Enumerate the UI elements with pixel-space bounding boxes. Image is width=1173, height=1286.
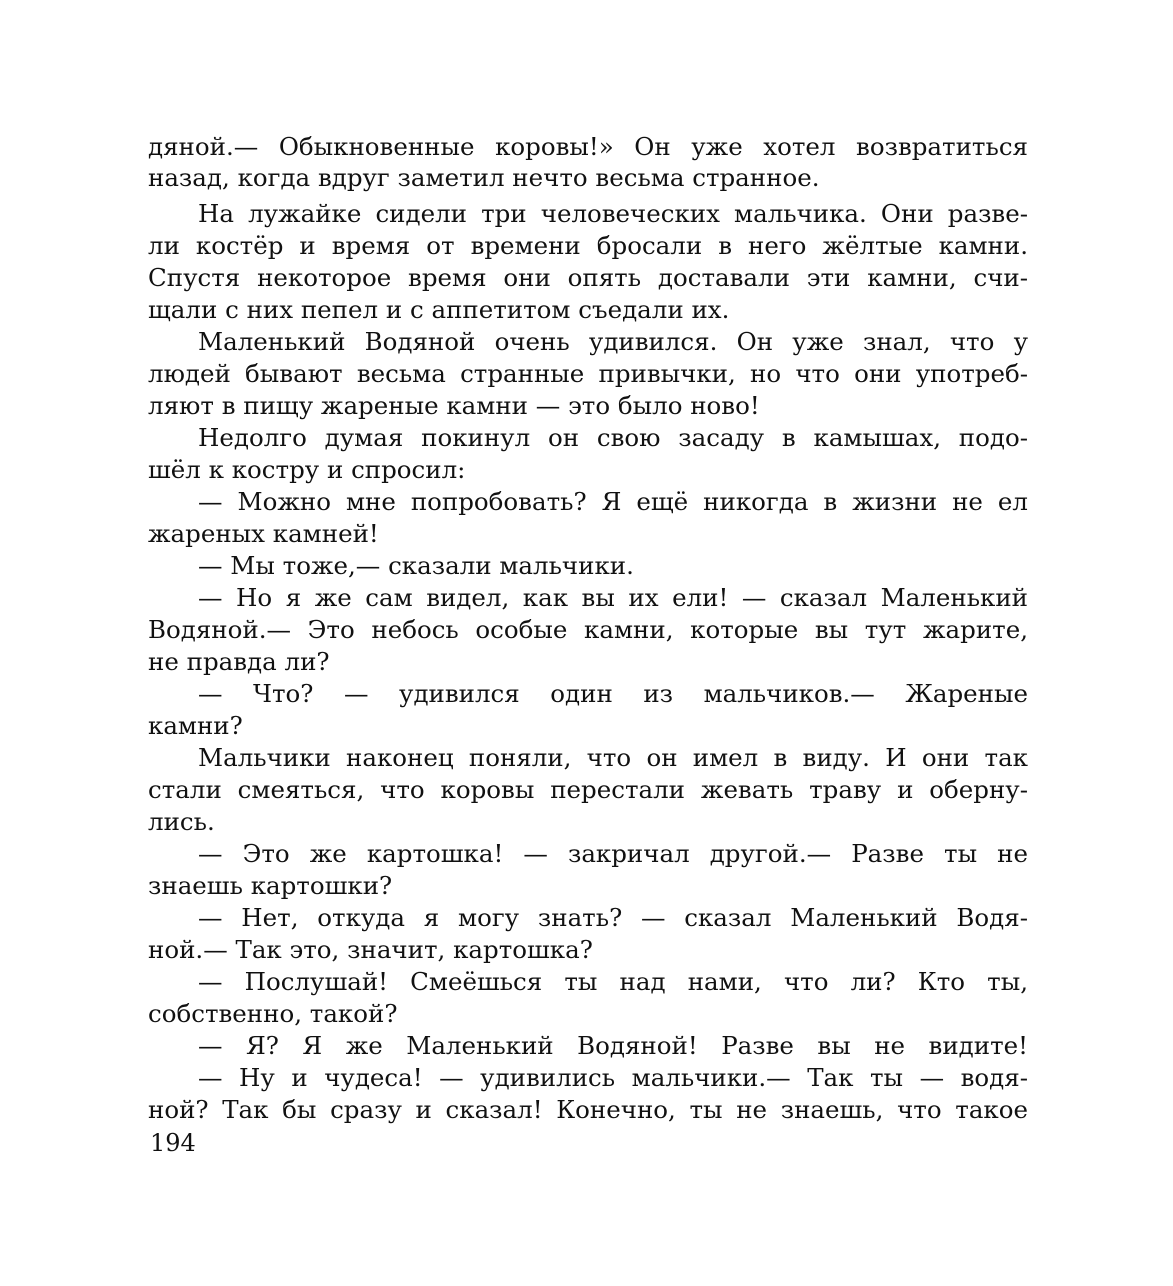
page-number: 194 xyxy=(150,1129,196,1157)
text-line: Маленький Водяной очень удивился. Он уже знал, что у xyxy=(198,327,1028,356)
text-line: — Можно мне попробовать? Я ещё никогда в жизни не ел xyxy=(198,487,1028,516)
text-line: ляют в пищу жареные камни — это было ново! xyxy=(148,391,760,420)
text-line: Недолго думая покинул он свою засаду в камышах, подо- xyxy=(198,423,1028,452)
text-line: На лужайке сидели три человеческих мальчика. Они разве- xyxy=(198,199,1028,228)
text-line: назад, когда вдруг заметил нечто весьма странное. xyxy=(148,163,820,192)
text-line: не правда ли? xyxy=(148,647,330,676)
text-line: щали с них пепел и с аппетитом съедали их. xyxy=(148,295,730,324)
text-line: собственно, такой? xyxy=(148,999,398,1028)
text-line: — Ну и чудеса! — удивились мальчики.— Так ты — водя- xyxy=(198,1063,1028,1092)
text-line: Мальчики наконец поняли, что он имел в виду. И они так xyxy=(198,743,1028,772)
text-line: — Мы тоже,— сказали мальчики. xyxy=(198,551,634,580)
text-line: жареных камней! xyxy=(148,519,379,548)
text-line: — Что? — удивился один из мальчиков.— Жареные xyxy=(198,679,1028,708)
text-line: — Но я же сам видел, как вы их ели! — сказал Маленький xyxy=(198,583,1028,612)
text-line: ной.— Так это, значит, картошка? xyxy=(148,935,593,964)
text-line: ной? Так бы сразу и сказал! Конечно, ты не знаешь, что такое xyxy=(148,1095,1028,1124)
text-line: — Послушай! Смеёшься ты над нами, что ли? Кто ты, xyxy=(198,967,1028,996)
text-line: людей бывают весьма странные привычки, но что они употреб- xyxy=(148,359,1028,388)
text-line: знаешь картошки? xyxy=(148,871,393,900)
text-line: стали смеяться, что коровы перестали жевать траву и оберну- xyxy=(148,775,1028,804)
text-line: — Это же картошка! — закричал другой.— Разве ты не xyxy=(198,839,1028,868)
text-line: — Я? Я же Маленький Водяной! Разве вы не видите! xyxy=(198,1031,1028,1060)
text-line: Спустя некоторое время они опять доставали эти камни, счи- xyxy=(148,263,1028,292)
text-line: шёл к костру и спросил: xyxy=(148,455,466,484)
text-line: камни? xyxy=(148,711,243,740)
text-line: ли костёр и время от времени бросали в него жёлтые камни. xyxy=(148,231,1028,260)
text-line: Водяной.— Это небось особые камни, которые вы тут жарите, xyxy=(148,615,1028,644)
text-line: лись. xyxy=(148,807,215,836)
text-line: дяной.— Обыкновенные коровы!» Он уже хотел возвратиться xyxy=(148,132,1028,161)
text-line: — Нет, откуда я могу знать? — сказал Маленький Водя- xyxy=(198,903,1028,932)
